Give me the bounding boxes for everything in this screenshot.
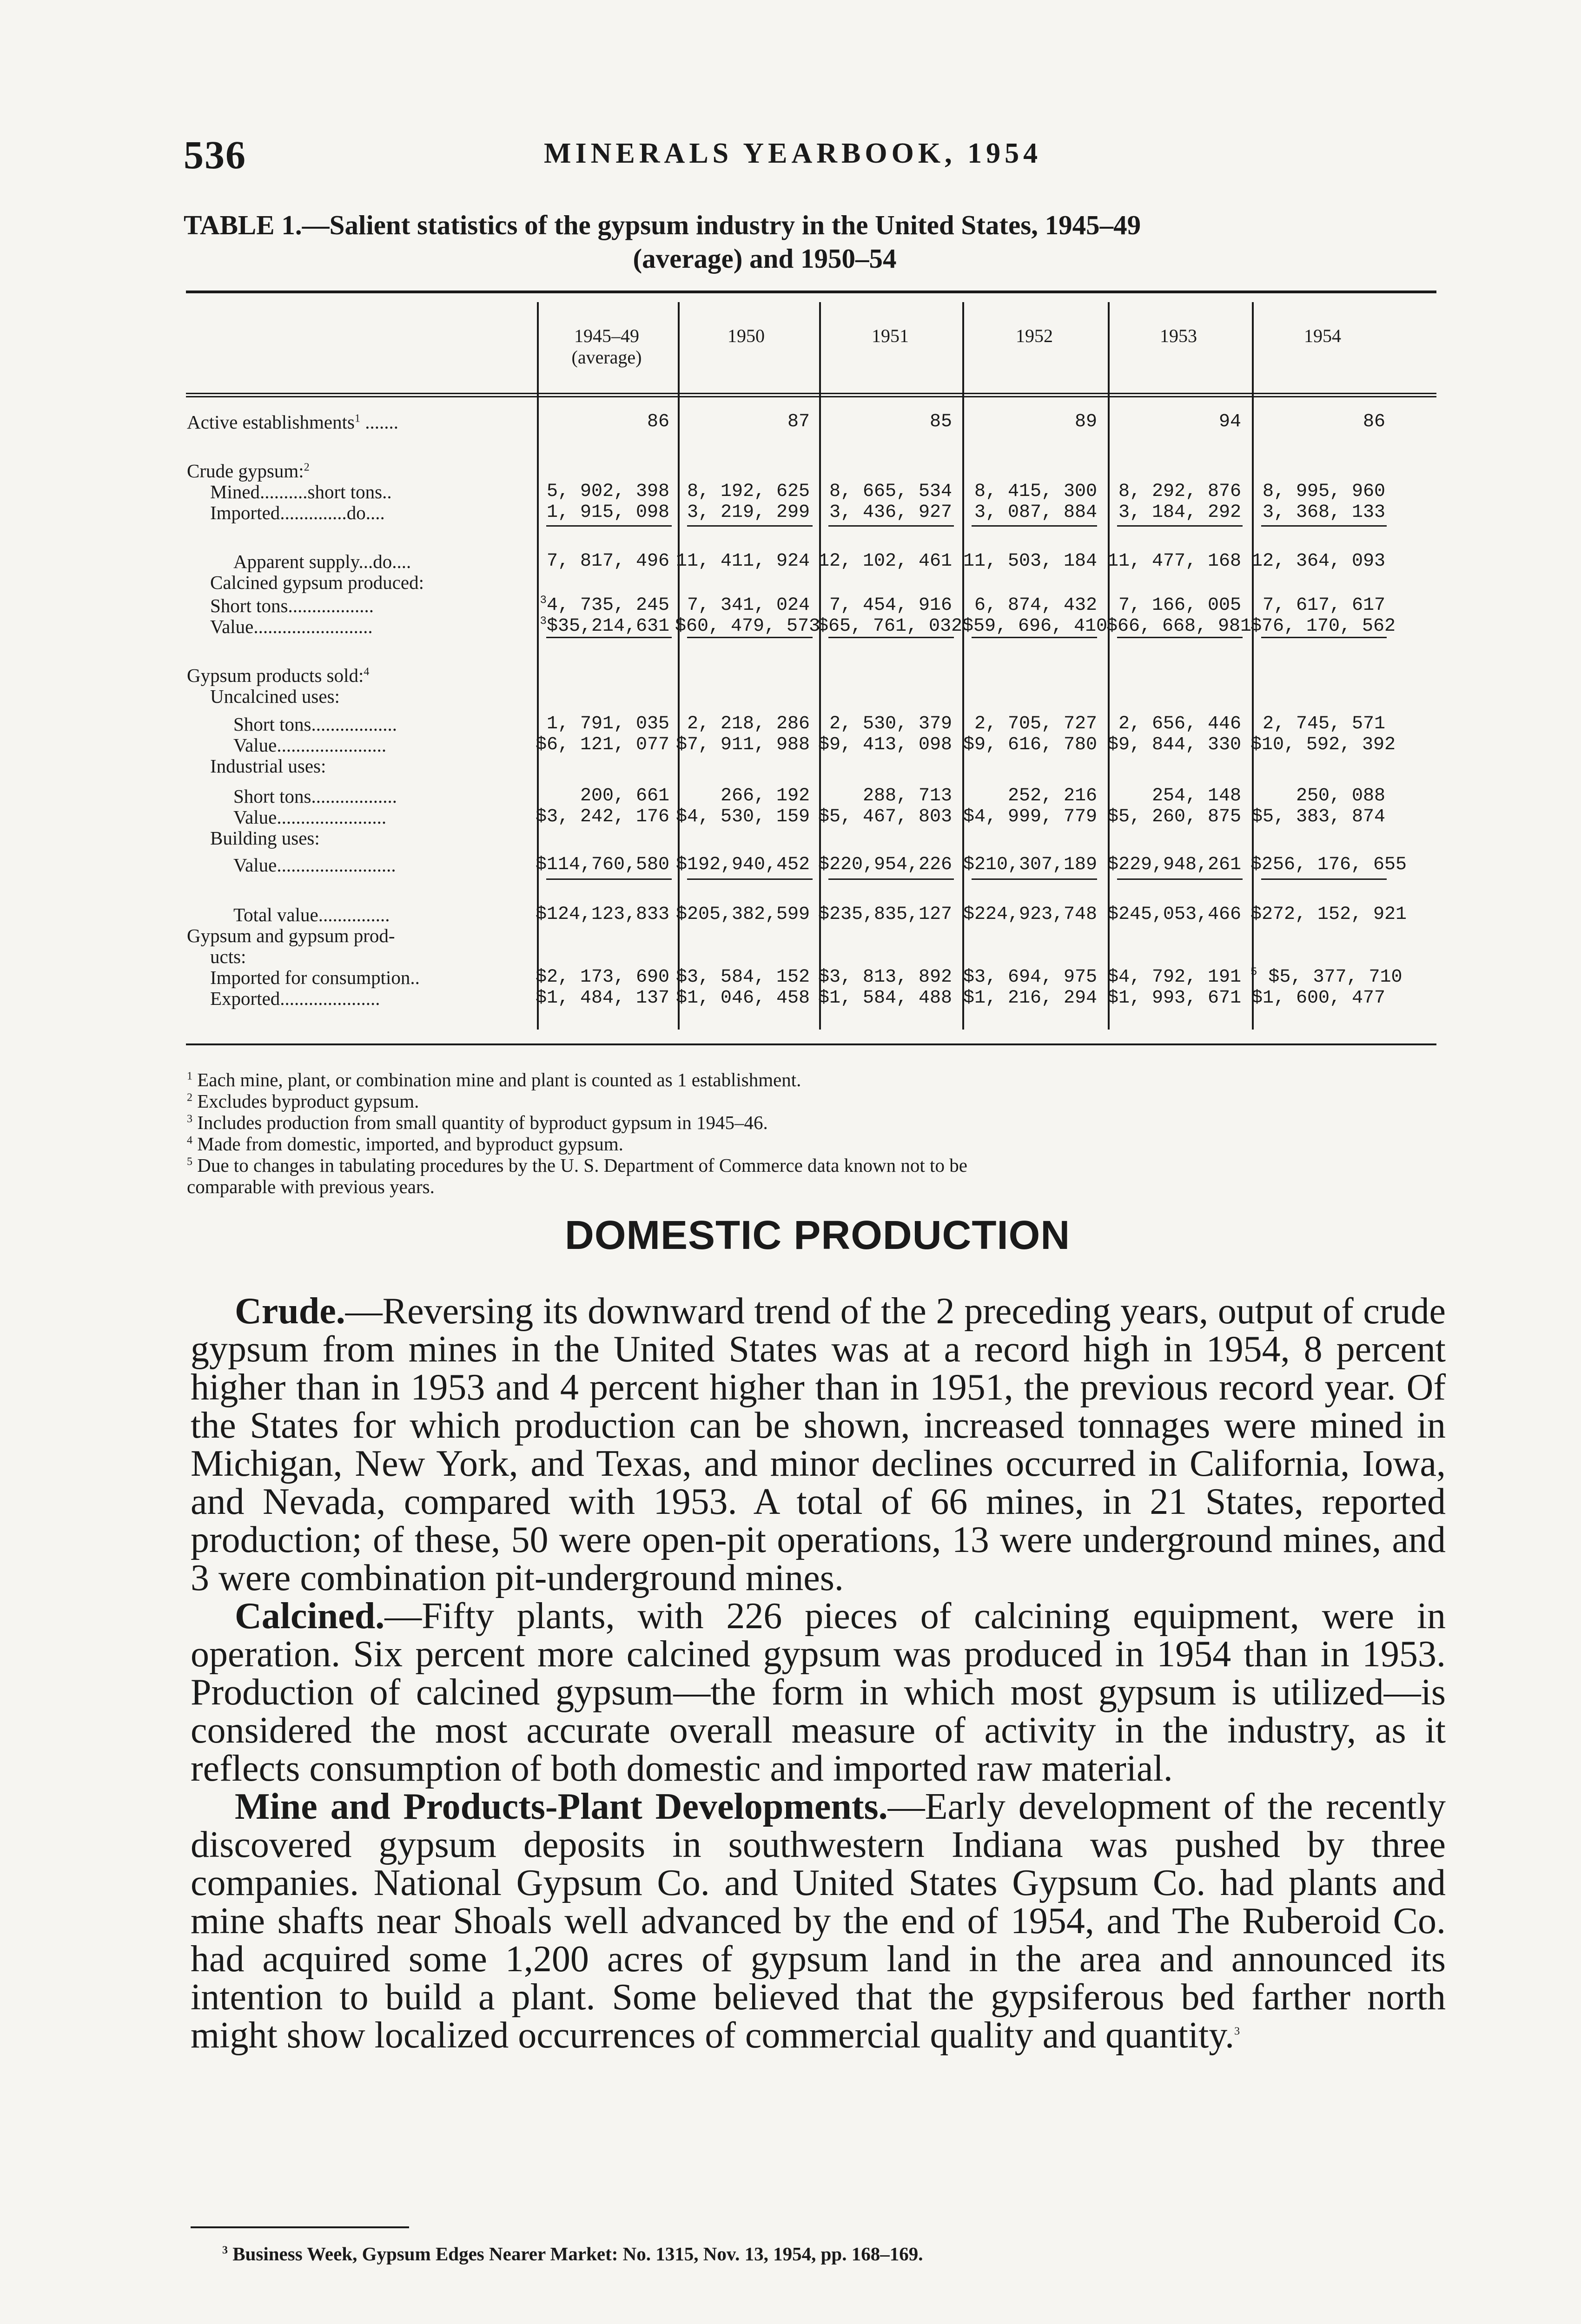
- table-cell-value: $256, 176, 655: [1250, 854, 1407, 875]
- table-cell: [962, 616, 1108, 637]
- row-label-text: Industrial uses:: [210, 755, 326, 777]
- table-subtotal-rule: [828, 878, 954, 880]
- table-cell: [675, 806, 810, 828]
- col-header-1954: 1954: [1304, 325, 1341, 346]
- row-label-text: Imported..............do....: [210, 502, 385, 523]
- row-label-gp-heading: [187, 925, 395, 946]
- table-cell: [817, 551, 952, 572]
- table-cell: [1250, 854, 1407, 876]
- table-cell: [1106, 411, 1241, 433]
- row-label-uncalcined-heading: [210, 686, 340, 707]
- table-cell: [1106, 713, 1241, 735]
- cell-footnote-mark: 5: [1250, 966, 1257, 979]
- table-cell: [1106, 806, 1241, 828]
- table-cell: [817, 904, 952, 925]
- table-cell-value: 12, 102, 461: [818, 551, 952, 572]
- col-header-1951: 1951: [872, 325, 909, 346]
- table-cell-value: 250, 088: [1296, 786, 1385, 806]
- table-cell-value: 7, 341, 024: [687, 595, 810, 616]
- table-cell-value: 1, 915, 098: [546, 502, 669, 523]
- table-subtotal-rule: [546, 525, 672, 527]
- table-cell: [1250, 786, 1385, 807]
- table-cell: [1250, 988, 1385, 1009]
- table-cell-value: $220,954,226: [818, 854, 952, 875]
- page-footnote: [222, 2243, 923, 2265]
- table-cell: [1250, 551, 1385, 572]
- col-header-1953: 1953: [1160, 325, 1197, 346]
- table-cell: [817, 411, 952, 433]
- table-cell-value: $1, 584, 488: [818, 988, 952, 1009]
- paragraph-text: —Fifty plants, with 226 pieces of calcining equipment, were in operation. Six percent more calcined gypsum was produced in 1954 than in 1953. Production of calcined gypsum—the form in which most gypsum is utilized—is considered the most accurate overall measure of activity in the industry, as it reflects consumption of both domestic and imported raw material.: [191, 1596, 1446, 1789]
- table-subtotal-rule: [546, 878, 672, 880]
- table-cell-value: 8, 192, 625: [687, 481, 810, 502]
- table-cell-value: 7, 454, 916: [829, 595, 952, 616]
- table-cell-value: 2, 656, 446: [1118, 713, 1241, 734]
- table-cell: [535, 854, 669, 876]
- row-label-text: Short tons..................: [233, 786, 397, 807]
- table-footnote: [187, 1112, 1442, 1133]
- table-cell-value: 3, 368, 133: [1262, 502, 1385, 523]
- table-cell: [817, 734, 952, 756]
- col-header-1950: 1950: [728, 325, 765, 346]
- table-cell-value: 1, 791, 035: [546, 713, 669, 734]
- table-header-rule-2: [186, 396, 1436, 397]
- table-cell: [962, 734, 1097, 756]
- table-cell: [1250, 595, 1385, 616]
- row-footnote-mark: 1: [354, 412, 360, 425]
- table-cell: [1250, 502, 1385, 523]
- table-cell: [1250, 806, 1385, 828]
- body-paragraph: [191, 1597, 1446, 1788]
- row-label-unc-tons: [233, 713, 397, 735]
- table-cell: [1250, 481, 1385, 502]
- footnote-reference: 3: [1234, 2025, 1240, 2038]
- table-cell-value: $5, 377, 710: [1268, 967, 1402, 988]
- row-label-text: Gypsum products sold:: [187, 665, 364, 686]
- table-cell: [962, 967, 1097, 988]
- table-header-rule: [186, 393, 1436, 394]
- table-cell-value: 5, 902, 398: [546, 481, 669, 502]
- footnote-text: Due to changes in tabulating procedures by the U. S. Department of Commerce data known not to be: [197, 1155, 967, 1176]
- table-cell: [675, 616, 820, 637]
- table-cell: [535, 595, 669, 616]
- table-cell: [817, 502, 952, 523]
- section-heading: DOMESTIC PRODUCTION: [565, 1213, 1071, 1258]
- table-cell: [1106, 481, 1241, 502]
- table-cell: [1106, 616, 1252, 637]
- paragraph-text: —Early development of the recently discovered gypsum deposits in southwestern Indiana was pushed by three companies. National Gypsum Co. and United States Gypsum Co. had plants and mine shafts near Shoals well advanced by the end of 1954, and The Ruberoid Co. had acquired some 1,200 acres of gypsum land in the area and announced its intention to build a plant. Some believed that the gypsiferous bed farther north might show localized occurrences of commercial quality and quantity.: [191, 1786, 1446, 2056]
- table-cell-value: $9, 413, 098: [818, 734, 952, 755]
- paragraph-runin-heading: Calcined.: [235, 1596, 385, 1637]
- table-cell-value: $235,835,127: [818, 904, 952, 925]
- table-subtotal-rule: [972, 525, 1097, 527]
- table-cell-value: 2, 530, 379: [829, 713, 952, 734]
- table-cell-value: $5, 260, 875: [1107, 806, 1241, 827]
- row-label-text: Value.........................: [210, 616, 373, 637]
- table-cell-value: $5, 467, 803: [818, 806, 952, 827]
- table-cell-value: $1, 046, 458: [675, 988, 810, 1009]
- row-label-text: Exported.....................: [210, 988, 380, 1009]
- row-label-active: [187, 411, 398, 433]
- table-cell-value: $224,923,748: [963, 904, 1097, 925]
- table-cell-value: 288, 713: [862, 786, 952, 806]
- row-label-text: Building uses:: [210, 827, 320, 849]
- table-cell: [675, 904, 810, 925]
- row-label-ind-value: [233, 806, 386, 828]
- row-label-gp-imported: [210, 967, 420, 988]
- table-cell: [535, 786, 669, 807]
- row-label-text: Apparent supply...do....: [233, 551, 411, 572]
- table-cell: [675, 967, 810, 988]
- table-cell-value: $5, 383, 874: [1251, 806, 1385, 827]
- table-cell-value: $3, 813, 892: [818, 967, 952, 988]
- table-cell-value: 2, 218, 286: [687, 713, 810, 734]
- table-cell: [817, 713, 952, 735]
- row-label-text: Active establishments: [187, 411, 355, 433]
- table-cell-value: $10, 592, 392: [1250, 734, 1396, 755]
- row-label-text: Imported for consumption..: [210, 967, 420, 988]
- table-cell-value: 252, 216: [1007, 786, 1097, 806]
- table-cell-value: 3, 184, 292: [1118, 502, 1241, 523]
- table-cell-value: $210,307,189: [963, 854, 1097, 875]
- table-cell: [1250, 734, 1396, 756]
- footnote-mark: 1: [187, 1070, 192, 1083]
- row-label-text: Short tons..................: [233, 713, 397, 735]
- table-cell-value: $7, 911, 988: [675, 734, 810, 755]
- table-subtotal-rule: [687, 525, 813, 527]
- cell-footnote-mark: 3: [540, 615, 547, 628]
- table-bottom-rule: [186, 1043, 1436, 1045]
- row-label-ind-tons: [233, 786, 397, 807]
- row-label-unc-value: [233, 734, 386, 756]
- footnote-mark: 3: [187, 1113, 192, 1125]
- table-cell: [535, 988, 669, 1009]
- table-footnote: [187, 1090, 1442, 1112]
- row-label-text: Value.......................: [233, 806, 387, 828]
- row-footnote-mark: 2: [304, 461, 310, 474]
- table-cell: [1106, 551, 1241, 572]
- table-cell: [962, 713, 1097, 735]
- footnote-mark: 5: [187, 1155, 192, 1168]
- row-label-text: Calcined gypsum produced:: [210, 572, 424, 593]
- table-cell-value: 11, 503, 184: [963, 551, 1097, 572]
- table-cell-value: $205,382,599: [675, 904, 810, 925]
- table-footnote: [187, 1133, 1442, 1155]
- table-cell: [1250, 904, 1407, 925]
- footnote-mark: 2: [187, 1091, 192, 1104]
- table-cell-value: 87: [787, 411, 810, 432]
- row-label-bld-value: [233, 854, 396, 876]
- table-cell-value: 3, 436, 927: [829, 502, 952, 523]
- table-footnote: [187, 1069, 1442, 1090]
- table-cell-value: $192,940,452: [675, 854, 810, 875]
- table-cell-value: 94: [1218, 411, 1241, 432]
- table-cell-value: $3, 584, 152: [675, 967, 810, 988]
- row-leader-dots: .......: [360, 411, 398, 433]
- row-label-text: Total value...............: [233, 904, 390, 925]
- table-cell: [962, 551, 1097, 572]
- table-cell-value: $4, 999, 779: [963, 806, 1097, 827]
- row-label-text: Short tons..................: [210, 595, 374, 616]
- table-cell-value: $6, 121, 077: [535, 734, 669, 755]
- table-cell-value: 86: [1363, 411, 1385, 432]
- table-cell: [535, 481, 669, 502]
- table-cell: [962, 595, 1097, 616]
- footnote-text: Made from domestic, imported, and byproduct gypsum.: [197, 1133, 623, 1155]
- paragraph-text: —Reversing its downward trend of the 2 preceding years, output of crude gypsum from mines in the United States was at a record high in 1954, 8 percent higher than in 1953 and 4 percent higher than in 1951, the previous record year. Of the States for which production can be shown, increased tonnages were mined in Michigan, New York, and Texas, and minor declines occurred in California, Iowa, and Nevada, compared with 1953. A total of 66 mines, in 21 States, reported production; of these, 50 were open-pit operations, 13 were underground mines, and 3 were combination pit-underground mines.: [191, 1291, 1446, 1598]
- table-cell-value: $2, 173, 690: [535, 967, 669, 988]
- table-cell: [1106, 786, 1241, 807]
- row-label-industrial-heading: [210, 755, 326, 777]
- table-cell: [1106, 734, 1241, 756]
- table-cell-value: 6, 874, 432: [974, 595, 1097, 616]
- table-cell: [535, 734, 669, 756]
- row-label-crude-heading: [187, 460, 310, 482]
- table-cell-value: 8, 292, 876: [1118, 481, 1241, 502]
- table-cell: [535, 806, 669, 828]
- table-cell-value: $1, 484, 137: [535, 988, 669, 1009]
- table-cell-value: 266, 192: [720, 786, 810, 806]
- table-cell: [675, 854, 810, 876]
- table-cell: [962, 786, 1097, 807]
- table-cell-value: $59, 696, 410: [962, 616, 1108, 637]
- table-subtotal-rule: [687, 878, 813, 880]
- table-cell: [817, 967, 952, 988]
- table-cell: [962, 904, 1097, 925]
- table-cell: [1106, 988, 1241, 1009]
- table-cell: [535, 551, 669, 572]
- table-cell-value: $229,948,261: [1107, 854, 1241, 875]
- table-title-line1: TABLE 1.—Salient statistics of the gypsum industry in the United States, 1945–49: [184, 210, 1141, 240]
- table-cell: [962, 502, 1097, 523]
- footnote-mark: 4: [187, 1134, 192, 1147]
- table-cell: [535, 411, 669, 433]
- table-cell: [675, 734, 810, 756]
- table-cell: [675, 481, 810, 502]
- table-cell: [817, 854, 952, 876]
- row-label-mined: [210, 481, 392, 502]
- table-cell-value: 11, 477, 168: [1107, 551, 1241, 572]
- table-cell-value: 2, 705, 727: [974, 713, 1097, 734]
- table-title-line2: (average) and 1950–54: [633, 243, 897, 274]
- table-cell-value: $4, 530, 159: [675, 806, 810, 827]
- row-label-text: Crude gypsum:: [187, 460, 304, 482]
- table-cell: [817, 988, 952, 1009]
- table-cell: [962, 806, 1097, 828]
- table-cell: [817, 481, 952, 502]
- table-cell-value: 8, 995, 960: [1262, 481, 1385, 502]
- footnote-text: Includes production from small quantity of byproduct gypsum in 1945–46.: [197, 1112, 768, 1133]
- table-cell-value: 89: [1074, 411, 1097, 432]
- table-subtotal-rule: [1117, 878, 1243, 880]
- table-footnote: [187, 1155, 1442, 1176]
- table-cell-value: $3, 242, 176: [535, 806, 669, 827]
- table-cell-value: $35,214,631: [546, 616, 669, 637]
- table-cell-value: 8, 415, 300: [974, 481, 1097, 502]
- footnote-text: Each mine, plant, or combination mine and plant is counted as 1 establishment.: [197, 1069, 801, 1090]
- table-top-rule: [186, 290, 1436, 293]
- table-cell-value: $245,053,466: [1107, 904, 1241, 925]
- table-cell-value: 254, 148: [1151, 786, 1241, 806]
- table-cell-value: $3, 694, 975: [963, 967, 1097, 988]
- table-cell: [675, 713, 810, 735]
- row-label-apparent: [233, 551, 411, 572]
- table-cell: [675, 411, 810, 433]
- col-header-1945-49-line1: 1945–49: [574, 325, 639, 346]
- table-cell-value: 7, 617, 617: [1262, 595, 1385, 616]
- table-cell: [817, 616, 963, 637]
- table-cell: [1250, 616, 1396, 637]
- row-label-gp-heading2: [210, 946, 246, 967]
- table-subtotal-rule: [1261, 878, 1387, 880]
- table-cell: [1250, 713, 1385, 735]
- table-cell: [1250, 411, 1385, 433]
- table-cell-value: 4, 735, 245: [546, 595, 669, 616]
- table-subtotal-rule: [972, 878, 1097, 880]
- table-cell-value: 200, 661: [580, 786, 669, 806]
- table-cell: [675, 786, 810, 807]
- table-cell: [1106, 502, 1241, 523]
- row-label-imported: [210, 502, 385, 523]
- row-label-calc-value: [210, 616, 373, 637]
- col-header-1945-49-line2: (average): [571, 347, 642, 368]
- table-cell-value: $9, 844, 330: [1107, 734, 1241, 755]
- page-footnote-mark: 3: [222, 2244, 228, 2257]
- table-cell: [535, 616, 669, 637]
- col-header-1952: 1952: [1016, 325, 1053, 346]
- table-cell-value: 3, 219, 299: [687, 502, 810, 523]
- table-footnote: [187, 1176, 1442, 1197]
- table-cell: [817, 595, 952, 616]
- table-cell: [675, 988, 810, 1009]
- table-cell-value: 86: [647, 411, 669, 432]
- table-cell: [675, 502, 810, 523]
- table-cell-value: $272, 152, 921: [1250, 904, 1407, 925]
- row-label-text: ucts:: [210, 946, 246, 967]
- running-head: MINERALS YEARBOOK, 1954: [544, 138, 1042, 169]
- table-cell: [962, 481, 1097, 502]
- body-text: [191, 1292, 1446, 2054]
- table-cell-value: 85: [929, 411, 952, 432]
- row-label-calcined-heading: [210, 572, 424, 593]
- table-cell-value: $114,760,580: [535, 854, 669, 875]
- footnote-text: comparable with previous years.: [187, 1176, 435, 1197]
- table-subtotal-rule: [1117, 525, 1243, 527]
- row-label-gp-exported: [210, 988, 380, 1009]
- table-cell: [962, 988, 1097, 1009]
- table-cell: [535, 502, 669, 523]
- row-footnote-mark: 4: [364, 666, 370, 678]
- table-cell-value: 11, 411, 924: [675, 551, 810, 572]
- table-cell: [675, 595, 810, 616]
- row-label-text: Value.........................: [233, 854, 396, 876]
- row-label-building-heading: [210, 827, 320, 849]
- table-cell: [535, 713, 669, 735]
- table-cell-value: 7, 817, 496: [546, 551, 669, 572]
- row-label-text: Uncalcined uses:: [210, 686, 340, 707]
- table-cell: [1106, 854, 1241, 876]
- page-number: 536: [184, 132, 246, 177]
- table-cell-value: 3, 087, 884: [974, 502, 1097, 523]
- table-cell: [1106, 595, 1241, 616]
- table-cell-value: $124,123,833: [535, 904, 669, 925]
- table-footnotes: [187, 1069, 1442, 1197]
- table-cell-value: $1, 993, 671: [1107, 988, 1241, 1009]
- row-label-text: Gypsum and gypsum prod-: [187, 925, 395, 946]
- footnote-text: Excludes byproduct gypsum.: [197, 1090, 419, 1112]
- table-cell: [1250, 966, 1402, 988]
- cell-footnote-mark: 3: [540, 594, 547, 607]
- table-cell-value: $1, 600, 477: [1251, 988, 1385, 1009]
- row-label-products-heading: [187, 665, 369, 686]
- table-title: [184, 208, 1439, 275]
- row-label-text: Value.......................: [233, 734, 387, 756]
- body-paragraph: [191, 1292, 1446, 1597]
- table-cell: [962, 854, 1097, 876]
- table-cell-value: $66, 668, 981: [1106, 616, 1252, 637]
- table-subtotal-rule: [1261, 525, 1387, 527]
- row-label-total: [233, 904, 390, 925]
- table-cell: [962, 411, 1097, 433]
- paragraph-runin-heading: Crude.: [235, 1291, 345, 1332]
- table-cell: [535, 967, 669, 988]
- table-cell-value: 7, 166, 005: [1118, 595, 1241, 616]
- table-cell-value: $1, 216, 294: [963, 988, 1097, 1009]
- table-cell: [817, 806, 952, 828]
- col-header-1945-49: [539, 325, 674, 368]
- table-subtotal-rule: [828, 525, 954, 527]
- table-cell-value: $9, 616, 780: [963, 734, 1097, 755]
- table-cell: [1106, 904, 1241, 925]
- table-cell-value: 12, 364, 093: [1251, 551, 1385, 572]
- table-cell-value: 2, 745, 571: [1262, 713, 1385, 734]
- table-cell-value: $60, 479, 573: [675, 616, 820, 637]
- table-cell: [1106, 967, 1241, 988]
- table-cell-value: 8, 665, 534: [829, 481, 952, 502]
- row-label-text: Mined..........short tons..: [210, 481, 392, 502]
- page-footnote-text: Business Week, Gypsum Edges Nearer Market: No. 1315, Nov. 13, 1954, pp. 168–169.: [232, 2243, 923, 2265]
- row-label-calc-tons: [210, 595, 374, 616]
- table-cell-value: $65, 761, 032: [817, 616, 963, 637]
- paragraph-runin-heading: Mine and Products-Plant Developments.: [235, 1786, 888, 1827]
- table-cell-value: $76, 170, 562: [1250, 616, 1396, 637]
- table-cell: [675, 551, 810, 572]
- table-cell: [817, 786, 952, 807]
- table-cell: [535, 904, 669, 925]
- body-paragraph: [191, 1788, 1446, 2054]
- footnote-rule: [191, 2226, 409, 2228]
- table-cell-value: $4, 792, 191: [1107, 967, 1241, 988]
